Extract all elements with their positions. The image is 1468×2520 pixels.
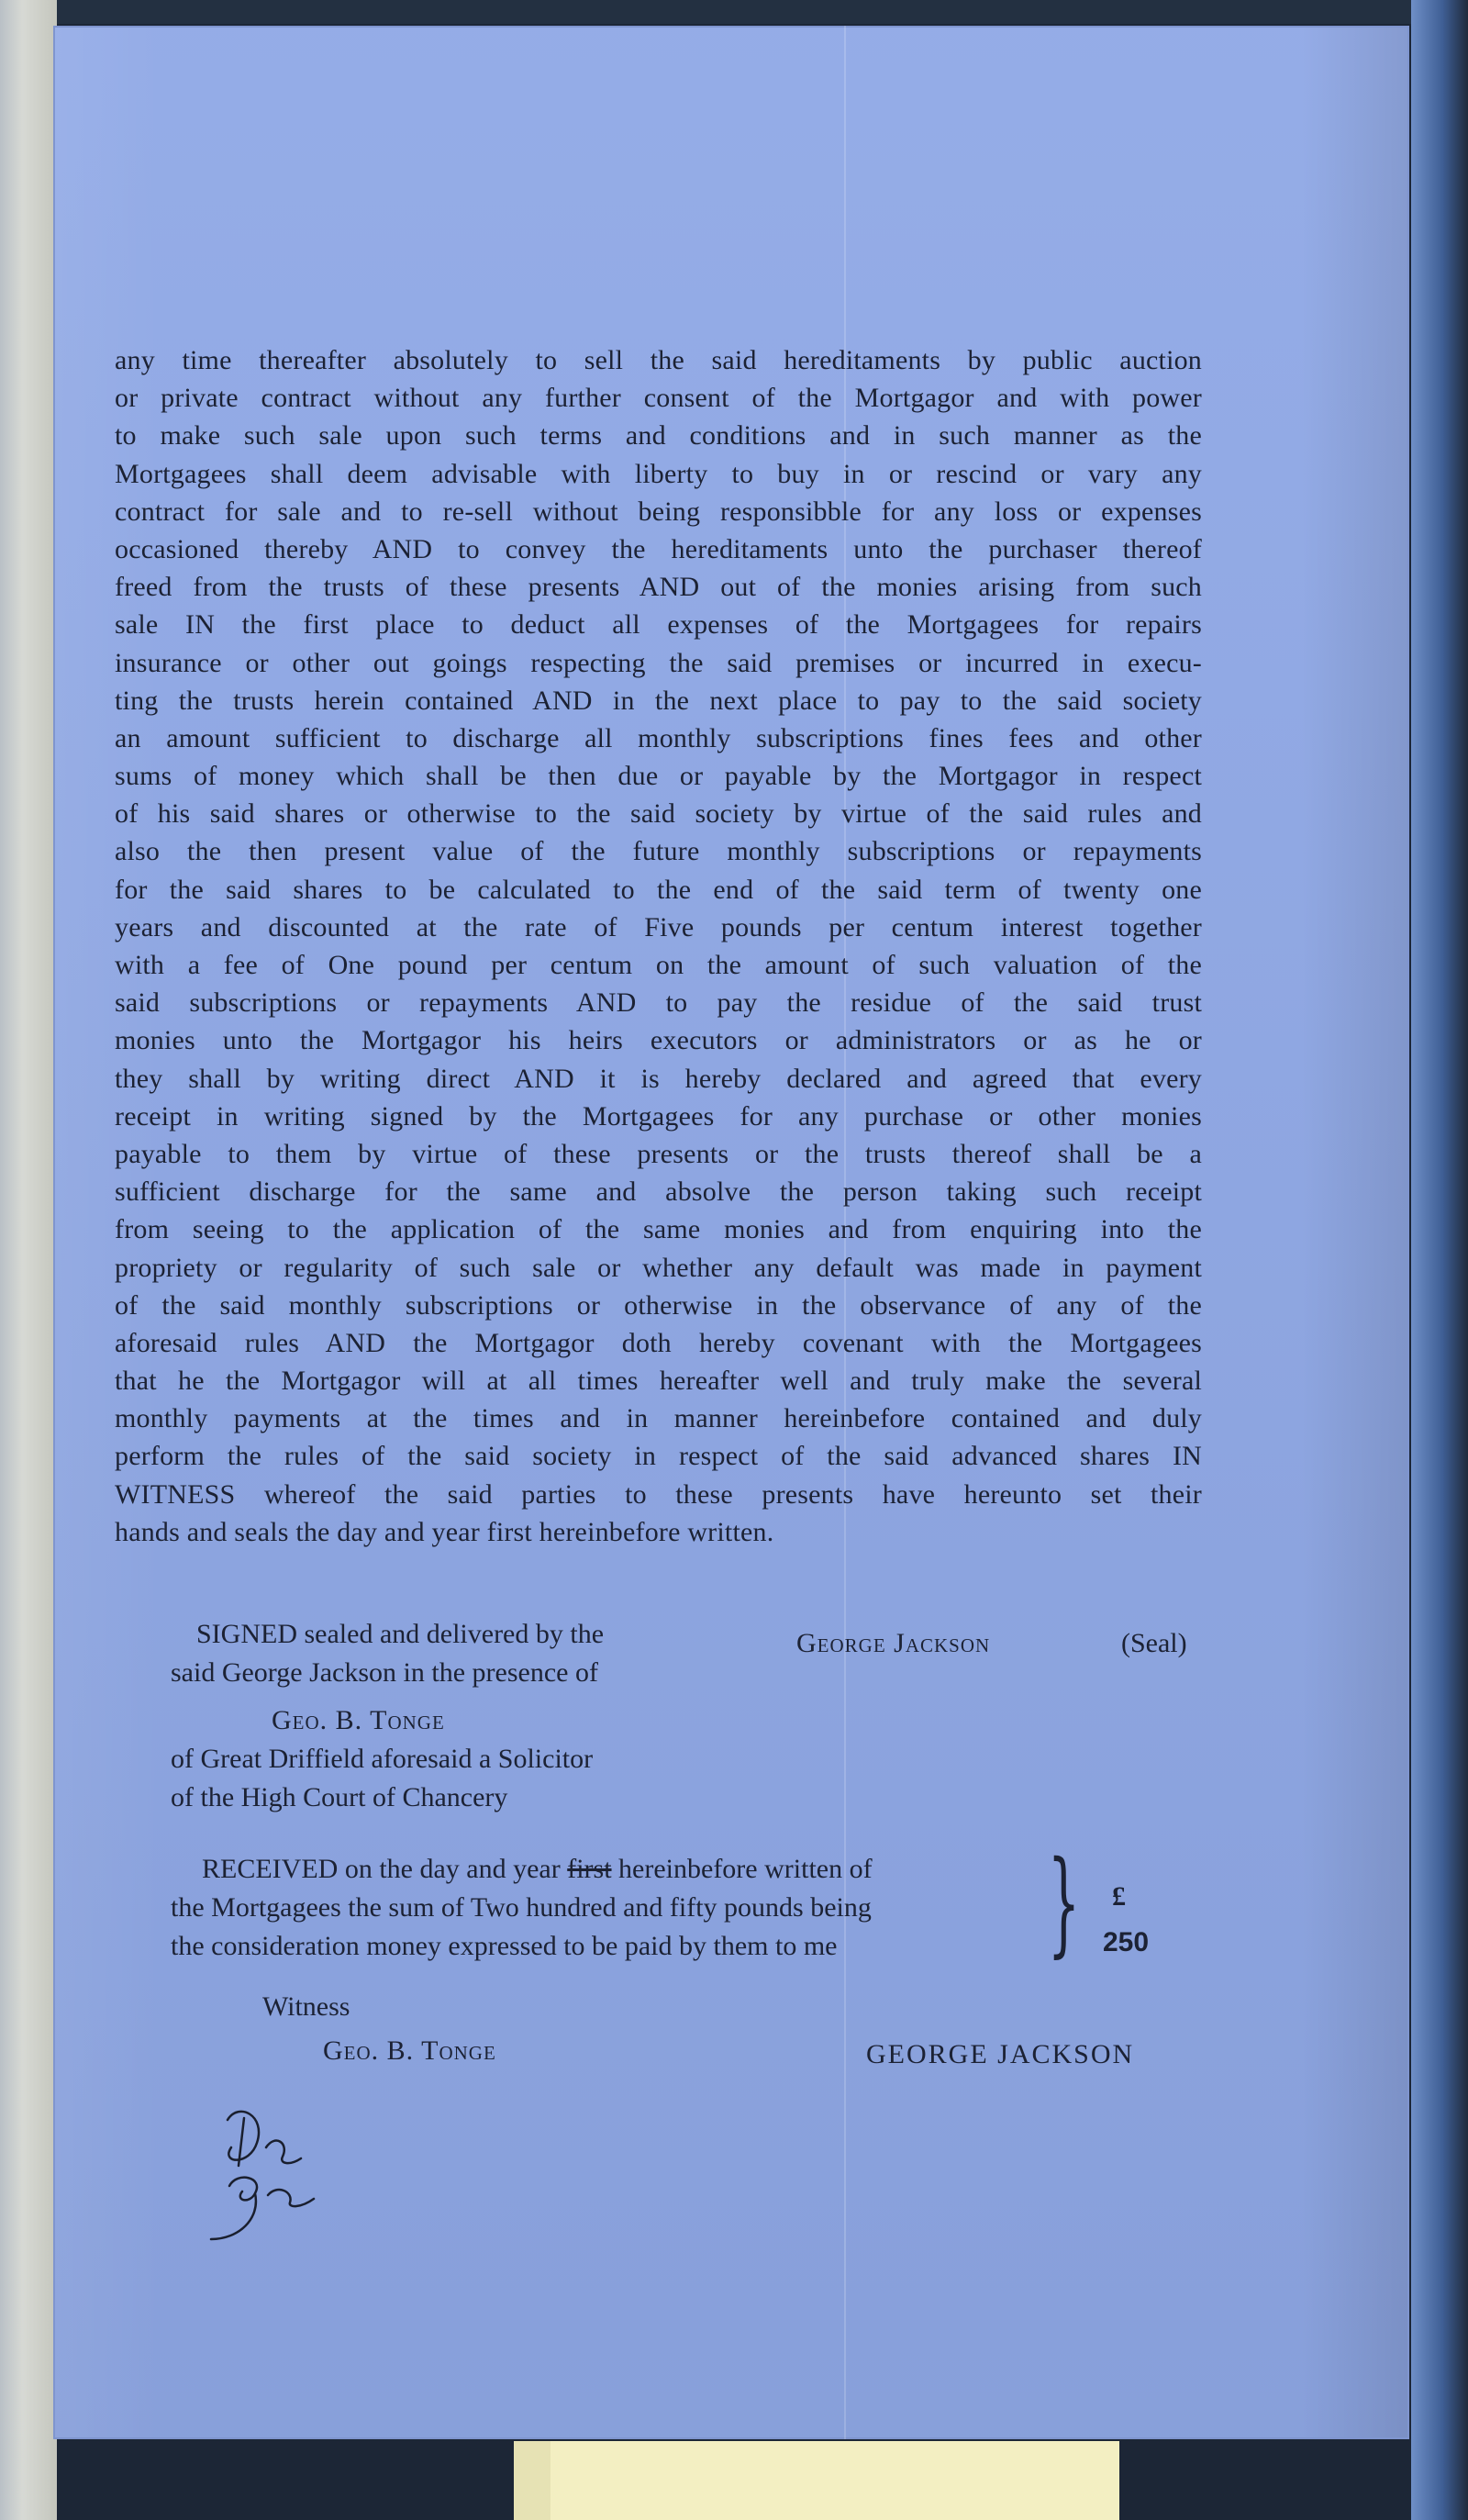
paper-tab-shadow xyxy=(514,2441,550,2520)
deed-line: receipt in writing signed by the Mortgagees for any purchase or other monies xyxy=(115,1100,1202,1132)
deed-line: to make such sale upon such terms and conditions and in such manner as the xyxy=(115,420,1202,452)
receipt-line: the consideration money expressed to be paid by them to me xyxy=(171,1931,838,1961)
attestation-line: SIGNED sealed and delivered by the xyxy=(196,1619,605,1649)
deed-line: for the said shares to be calculated to the end of the said term of twenty one xyxy=(115,874,1202,905)
deed-line: Mortgagees shall deem advisable with liberty to buy in or rescind or vary any xyxy=(115,458,1202,489)
deed-line: an amount sufficient to discharge all monthly subscriptions fines fees and other xyxy=(115,722,1202,753)
receipt-text: RECEIVED on the day and year xyxy=(202,1854,561,1884)
signatory-name: George Jackson xyxy=(796,1628,991,1658)
witness-name: Geo. B. Tonge xyxy=(323,2035,496,2066)
deed-line: sums of money which shall be then due or payable by the Mortgagor in respect xyxy=(115,761,1202,792)
curly-brace: } xyxy=(1047,1837,1081,1969)
receipt-amount: 250 xyxy=(1103,1927,1150,1957)
attesting-witness-name: Geo. B. Tonge xyxy=(272,1705,445,1735)
currency-symbol: £ xyxy=(1112,1881,1126,1912)
deed-line: they shall by writing direct AND it is hereby declared and agreed that every xyxy=(115,1063,1202,1094)
deed-line: contract for sale and to re-sell without being responsibble for any loss or expenses xyxy=(115,496,1202,527)
receipt-line xyxy=(202,1854,873,1885)
deed-line: occasioned thereby AND to convey the hereditaments unto the purchaser thereof xyxy=(115,533,1202,564)
deed-line: said subscriptions or repayments AND to pay the residue of the said trust xyxy=(115,987,1202,1019)
deed-line: or private contract without any further consent of the Mortgagor and with power xyxy=(115,383,1202,414)
receipt-line: the Mortgagees the sum of Two hundred and fifty pounds being xyxy=(171,1892,872,1923)
deed-line: that he the Mortgagor will at all times hereafter well and truly make the several xyxy=(115,1366,1202,1397)
deed-line: propriety or regularity of such sale or whether any default was made in payment xyxy=(115,1252,1202,1283)
witness-label: Witness xyxy=(262,1991,350,2022)
deed-line: ting the trusts herein contained AND in the next place to pay to the said society xyxy=(115,685,1202,716)
deed-line: insurance or other out goings respecting the said premises or incurred in execu- xyxy=(115,647,1202,678)
deed-line: payable to them by virtue of these presents or the trusts thereof shall be a xyxy=(115,1138,1202,1169)
deed-line: hands and seals the day and year first hereinbefore written. xyxy=(115,1516,774,1547)
deed-line: any time thereafter absolutely to sell the said hereditaments by public auction xyxy=(115,345,1202,375)
deed-line: sale IN the first place to deduct all expenses of the Mortgagees for repairs xyxy=(115,609,1202,641)
receipt-text: hereinbefore written of xyxy=(618,1854,873,1884)
deed-line: also the then present value of the future monthly subscriptions or repayments xyxy=(115,836,1202,867)
signatory-name: GEORGE JACKSON xyxy=(866,2039,1135,2069)
deed-line: sufficient discharge for the same and absolve the person taking such receipt xyxy=(115,1176,1202,1208)
seal-label: (Seal) xyxy=(1121,1628,1187,1658)
deed-line: from seeing to the application of the same monies and from enquiring into the xyxy=(115,1214,1202,1245)
attestation-line: of Great Driffield aforesaid a Solicitor xyxy=(171,1744,594,1774)
deed-line: of his said shares or otherwise to the said society by virtue of the said rules and xyxy=(115,798,1202,830)
deed-line: perform the rules of the said society in respect of the said advanced shares IN xyxy=(115,1441,1202,1472)
attestation-line: said George Jackson in the presence of xyxy=(171,1657,598,1688)
book-top-edge xyxy=(0,0,1468,24)
book-binding-left xyxy=(0,0,57,2520)
deed-line: monies unto the Mortgagor his heirs executors or administrators or as he or xyxy=(115,1025,1202,1056)
deed-line: freed from the trusts of these presents AND out of the monies arising from such xyxy=(115,572,1202,603)
deed-line: of the said monthly subscriptions or otherwise in the observance of any of the xyxy=(115,1289,1202,1321)
struck-word: first xyxy=(567,1854,612,1884)
deed-line: aforesaid rules AND the Mortgagor doth hereby covenant with the Mortgagees xyxy=(115,1327,1202,1358)
deed-line: monthly payments at the times and in manner hereinbefore contained and duly xyxy=(115,1403,1202,1434)
paper-tab xyxy=(550,2441,1119,2520)
handwritten-initials xyxy=(202,2092,339,2248)
book-binding-right xyxy=(1411,0,1468,2520)
deed-body xyxy=(115,341,1202,1551)
deed-line: with a fee of One pound per centum on the amount of such valuation of the xyxy=(115,950,1202,980)
deed-line: years and discounted at the rate of Five pounds per centum interest together xyxy=(115,911,1202,942)
deed-line: WITNESS whereof the said parties to these presents have hereunto set their xyxy=(115,1478,1202,1510)
attestation-line: of the High Court of Chancery xyxy=(171,1782,508,1812)
